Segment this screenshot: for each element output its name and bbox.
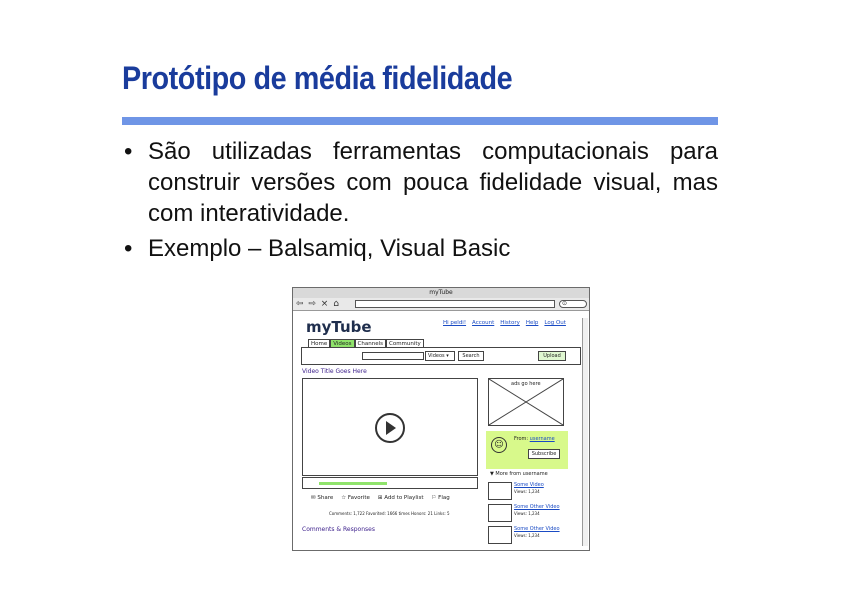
- related-views: Views: 1,234: [514, 511, 540, 516]
- browser-search-icon[interactable]: ⊙: [559, 300, 587, 308]
- bullet-text: Exemplo – Balsamiq, Visual Basic: [148, 235, 511, 262]
- link-logout[interactable]: Log Out: [544, 320, 566, 326]
- bullet-text: São utilizadas ferramentas computacionais para construir versões com pouca fidelidade visual, mas com interatividade.: [148, 138, 718, 227]
- search-category-select[interactable]: Videos ▾: [425, 351, 455, 361]
- link-history[interactable]: History: [500, 320, 520, 326]
- mytube-logo: myTube: [306, 318, 372, 336]
- video-actions: [311, 495, 458, 501]
- bullet-list: [122, 136, 718, 268]
- share-button[interactable]: ✉ Share: [311, 495, 334, 501]
- related-video[interactable]: [488, 526, 564, 546]
- tab-home[interactable]: Home: [308, 339, 330, 348]
- flag-button[interactable]: ⚐ Flag: [431, 495, 450, 501]
- subscribe-button[interactable]: Subscribe: [528, 449, 560, 459]
- link-account[interactable]: Account: [472, 320, 495, 326]
- slide-title: Protótipo de média fidelidade: [122, 60, 513, 96]
- upload-button[interactable]: Upload: [538, 351, 566, 361]
- username-link[interactable]: username: [529, 436, 555, 442]
- bullet-dot: •: [124, 235, 133, 262]
- more-from-user[interactable]: ▼ More from username: [490, 471, 548, 477]
- smiley-icon: ☺: [491, 437, 507, 453]
- bullet-item: [122, 136, 718, 229]
- mockup-browser-toolbar: [293, 298, 589, 311]
- related-video[interactable]: [488, 482, 564, 502]
- video-controls[interactable]: [302, 477, 478, 489]
- bullet-dot: •: [124, 138, 133, 165]
- tab-community[interactable]: Community: [386, 339, 424, 348]
- title-underline: [122, 117, 718, 125]
- related-thumbnail[interactable]: [488, 526, 512, 544]
- related-video[interactable]: [488, 504, 564, 524]
- tab-videos[interactable]: Videos: [330, 339, 354, 348]
- search-bar: [301, 347, 581, 365]
- related-title[interactable]: Some Other Video: [514, 504, 560, 510]
- search-input[interactable]: [362, 352, 424, 360]
- mytube-mockup: [292, 287, 590, 551]
- comments-header: Comments & Responses: [302, 526, 375, 533]
- link-help[interactable]: Help: [525, 320, 539, 326]
- ads-label: ads go here: [511, 381, 541, 387]
- video-player[interactable]: [302, 378, 478, 476]
- related-thumbnail[interactable]: [488, 504, 512, 522]
- url-field[interactable]: [355, 300, 555, 308]
- from-user: [514, 436, 555, 442]
- tab-channels[interactable]: Channels: [355, 339, 386, 348]
- bullet-item: [122, 233, 718, 264]
- page-scrollbar[interactable]: [582, 318, 588, 546]
- related-views: Views: 1,234: [514, 533, 540, 538]
- ads-placeholder: [488, 378, 564, 426]
- link-greeting[interactable]: Hi peldi!: [443, 320, 467, 326]
- related-title[interactable]: Some Video: [514, 482, 544, 488]
- uploader-box: [486, 431, 568, 469]
- add-to-playlist-button[interactable]: ⊞ Add to Playlist: [377, 495, 424, 501]
- browser-nav-icons[interactable]: ⇦ ⇨ × ⌂: [296, 299, 340, 309]
- related-views: Views: 1,234: [514, 489, 540, 494]
- search-button[interactable]: Search: [458, 351, 484, 361]
- mockup-window-title: myTube: [293, 288, 589, 299]
- play-icon[interactable]: [375, 413, 405, 443]
- related-title[interactable]: Some Other Video: [514, 526, 560, 532]
- from-label: From:: [514, 436, 529, 442]
- progress-bar[interactable]: [319, 482, 387, 485]
- video-stats: Comments: 1,722 Favorited: 1666 times Honors: 21 Links: 5: [329, 511, 450, 516]
- related-thumbnail[interactable]: [488, 482, 512, 500]
- favorite-button[interactable]: ☆ Favorite: [341, 495, 370, 501]
- account-links: [443, 320, 572, 326]
- video-title: Video Title Goes Here: [302, 368, 367, 375]
